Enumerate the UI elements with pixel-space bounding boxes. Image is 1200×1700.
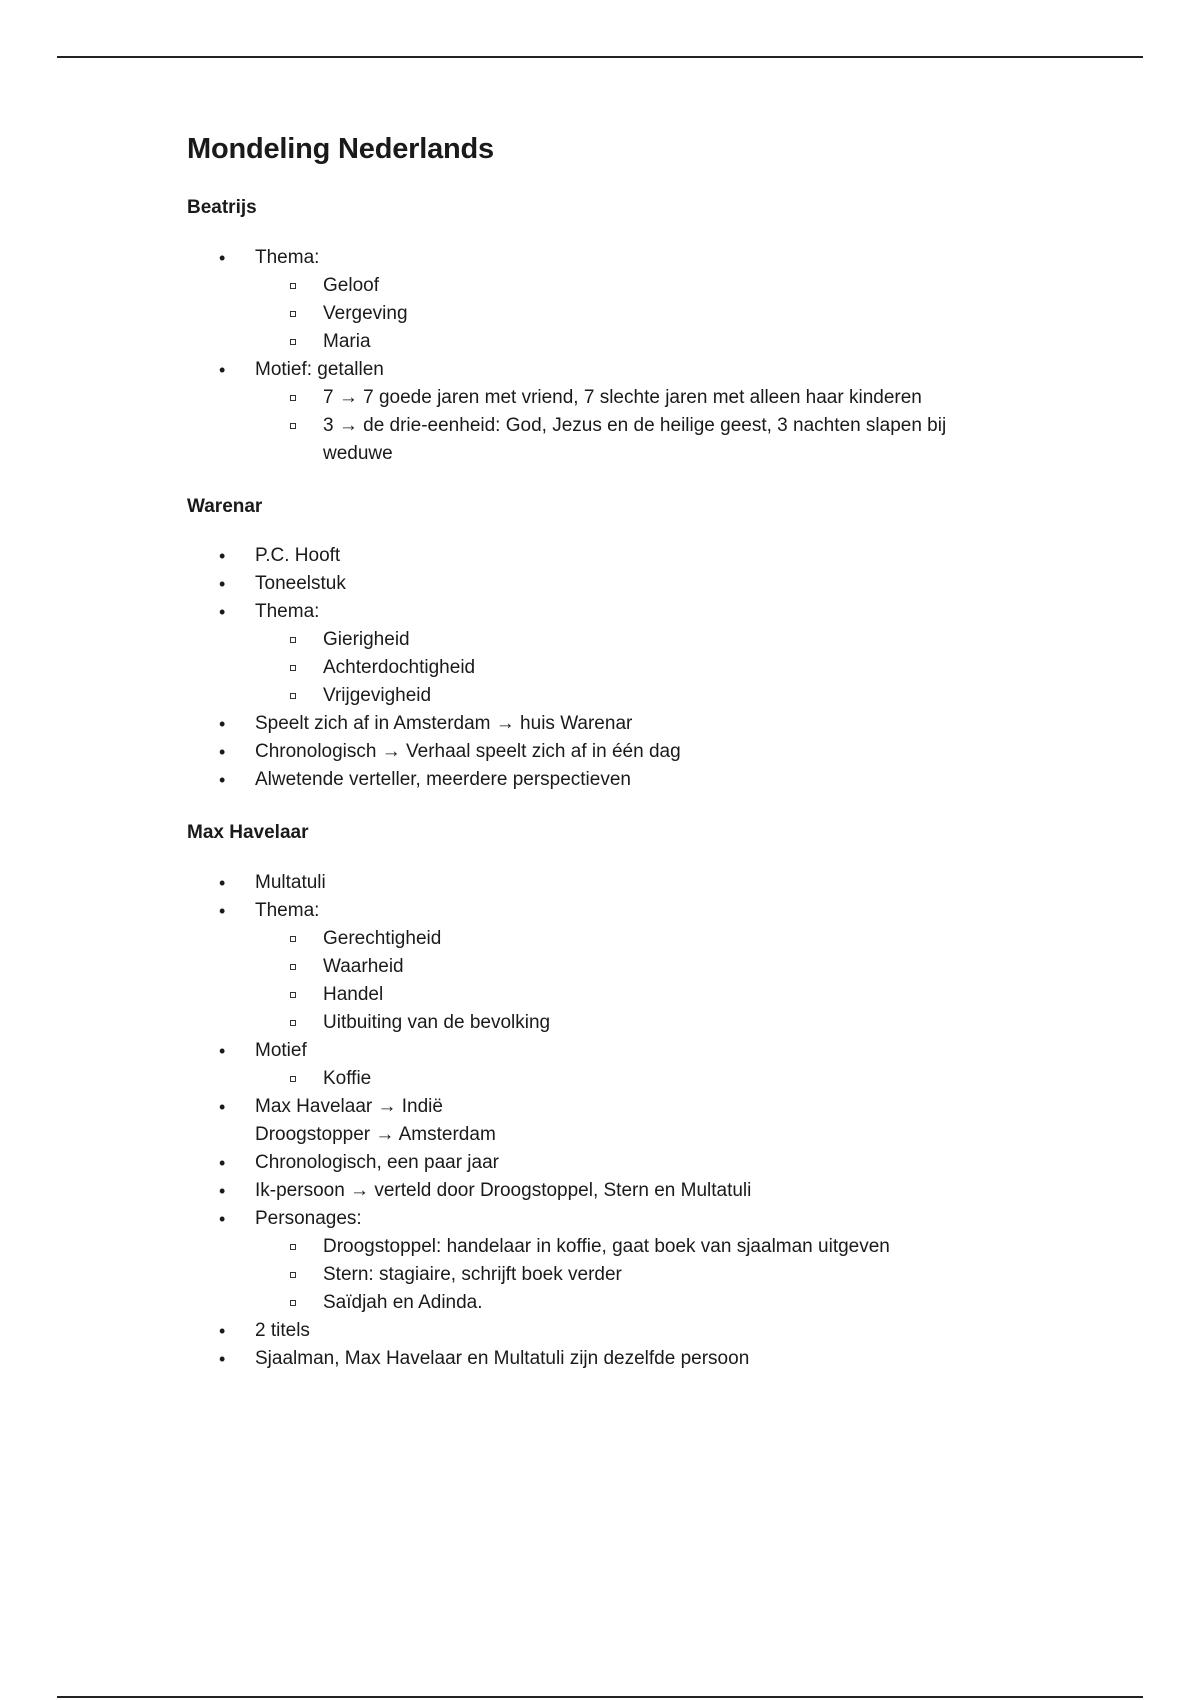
square-bullet-icon	[290, 311, 296, 317]
header-rule	[57, 56, 1143, 58]
sub-list-item: Vergeving	[255, 300, 1017, 328]
section-heading-beatrijs: Beatrijs	[187, 196, 257, 218]
sub-list-item: Droogstoppel: handelaar in koffie, gaat boek van sjaalman uitgeven	[255, 1233, 1017, 1261]
bullet-icon: •	[219, 1181, 226, 1202]
list-item: • Thema: Gierigheid Achterdochtigheid Vrijgevigheid	[187, 598, 1017, 710]
square-bullet-icon	[290, 637, 296, 643]
bullet-icon: •	[219, 1041, 226, 1062]
square-bullet-icon	[290, 992, 296, 998]
square-bullet-icon	[290, 1244, 296, 1250]
bullet-icon: •	[219, 574, 226, 595]
square-bullet-icon	[290, 395, 296, 401]
list-item: • Ik-persoon → verteld door Droogstoppel, Stern en Multatuli	[187, 1177, 1017, 1205]
sub-list-item: Koffie	[255, 1065, 1017, 1093]
sub-list	[255, 384, 1017, 468]
square-bullet-icon	[290, 693, 296, 699]
square-bullet-icon	[290, 936, 296, 942]
sub-list-item: Gerechtigheid	[255, 925, 1017, 953]
sub-list-item: Waarheid	[255, 953, 1017, 981]
list-item: • Sjaalman, Max Havelaar en Multatuli zijn dezelfde persoon	[187, 1345, 1017, 1373]
square-bullet-icon	[290, 339, 296, 345]
list-item: • Chronologisch, een paar jaar	[187, 1149, 1017, 1177]
list-item: • Toneelstuk	[187, 570, 1017, 598]
list-item: • Chronologisch → Verhaal speelt zich af in één dag	[187, 738, 1017, 766]
bullet-icon: •	[219, 1321, 226, 1342]
square-bullet-icon	[290, 1300, 296, 1306]
bullet-icon: •	[219, 546, 226, 567]
list-item: • Motief: getallen 7 → 7 goede jaren met vriend, 7 slechte jaren met alleen haar kinderen 3 → de drie-eenheid: God, Jezus en de heilige geest, 3 nachten slapen bij weduwe	[187, 356, 1017, 468]
sub-list-item: Vrijgevigheid	[255, 682, 1017, 710]
section-list-warenar	[187, 542, 1017, 794]
section-heading-warenar: Warenar	[187, 495, 263, 517]
bullet-icon: •	[219, 873, 226, 894]
square-bullet-icon	[290, 1272, 296, 1278]
square-bullet-icon	[290, 283, 296, 289]
list-item: • Thema: Gerechtigheid Waarheid Handel Uitbuiting van de bevolking	[187, 897, 1017, 1037]
list-item: • Thema: Geloof Vergeving Maria	[187, 244, 1017, 356]
section-heading-max-havelaar: Max Havelaar	[187, 822, 309, 844]
list-item: • 2 titels	[187, 1317, 1017, 1345]
sub-list	[255, 626, 1017, 710]
list-item: • Personages: Droogstoppel: handelaar in koffie, gaat boek van sjaalman uitgeven Stern: stagiaire, schrijft boek verder Saïdjah en Adinda.	[187, 1205, 1017, 1317]
document-title: Mondeling Nederlands	[187, 133, 494, 165]
bullet-icon: •	[219, 1349, 226, 1370]
square-bullet-icon	[290, 665, 296, 671]
list-item: • Speelt zich af in Amsterdam → huis Warenar	[187, 710, 1017, 738]
sub-list-item: Geloof	[255, 272, 1017, 300]
bullet-icon: •	[219, 247, 226, 268]
bullet-icon: •	[219, 901, 226, 922]
sub-list	[255, 925, 1017, 1037]
bullet-icon: •	[219, 602, 226, 623]
bullet-icon: •	[219, 1153, 226, 1174]
section-list-max-havelaar	[187, 869, 1017, 1373]
sub-list-item: Handel	[255, 981, 1017, 1009]
section-list-beatrijs	[187, 244, 1017, 468]
sub-list	[255, 272, 1017, 356]
document-page	[187, 132, 1017, 1401]
bullet-icon: •	[219, 1209, 226, 1230]
bullet-icon: •	[219, 742, 226, 763]
square-bullet-icon	[290, 1020, 296, 1026]
sub-list-item: 7 → 7 goede jaren met vriend, 7 slechte jaren met alleen haar kinderen	[255, 384, 1017, 412]
square-bullet-icon	[290, 964, 296, 970]
bullet-icon: •	[219, 1097, 226, 1118]
bullet-icon: •	[219, 359, 226, 380]
list-item: • Max Havelaar → Indië Droogstopper → Amsterdam	[187, 1093, 1017, 1149]
square-bullet-icon	[290, 1076, 296, 1082]
list-item: • Motief Koffie	[187, 1037, 1017, 1093]
sub-list	[255, 1233, 1017, 1317]
bullet-icon: •	[219, 770, 226, 791]
list-item: • Alwetende verteller, meerdere perspectieven	[187, 766, 1017, 794]
sub-list-item: Uitbuiting van de bevolking	[255, 1009, 1017, 1037]
square-bullet-icon	[290, 423, 296, 429]
sub-list-item: 3 → de drie-eenheid: God, Jezus en de heilige geest, 3 nachten slapen bij weduwe	[255, 412, 1017, 468]
sub-list-item: Achterdochtigheid	[255, 654, 1017, 682]
sub-list-item: Saïdjah en Adinda.	[255, 1289, 1017, 1317]
sub-list	[255, 1065, 1017, 1093]
sub-list-item: Gierigheid	[255, 626, 1017, 654]
footer-rule	[57, 1696, 1143, 1698]
sub-list-item: Maria	[255, 328, 1017, 356]
sub-list-item: Stern: stagiaire, schrijft boek verder	[255, 1261, 1017, 1289]
list-item: • Multatuli	[187, 869, 1017, 897]
list-item: • P.C. Hooft	[187, 542, 1017, 570]
bullet-icon: •	[219, 714, 226, 735]
